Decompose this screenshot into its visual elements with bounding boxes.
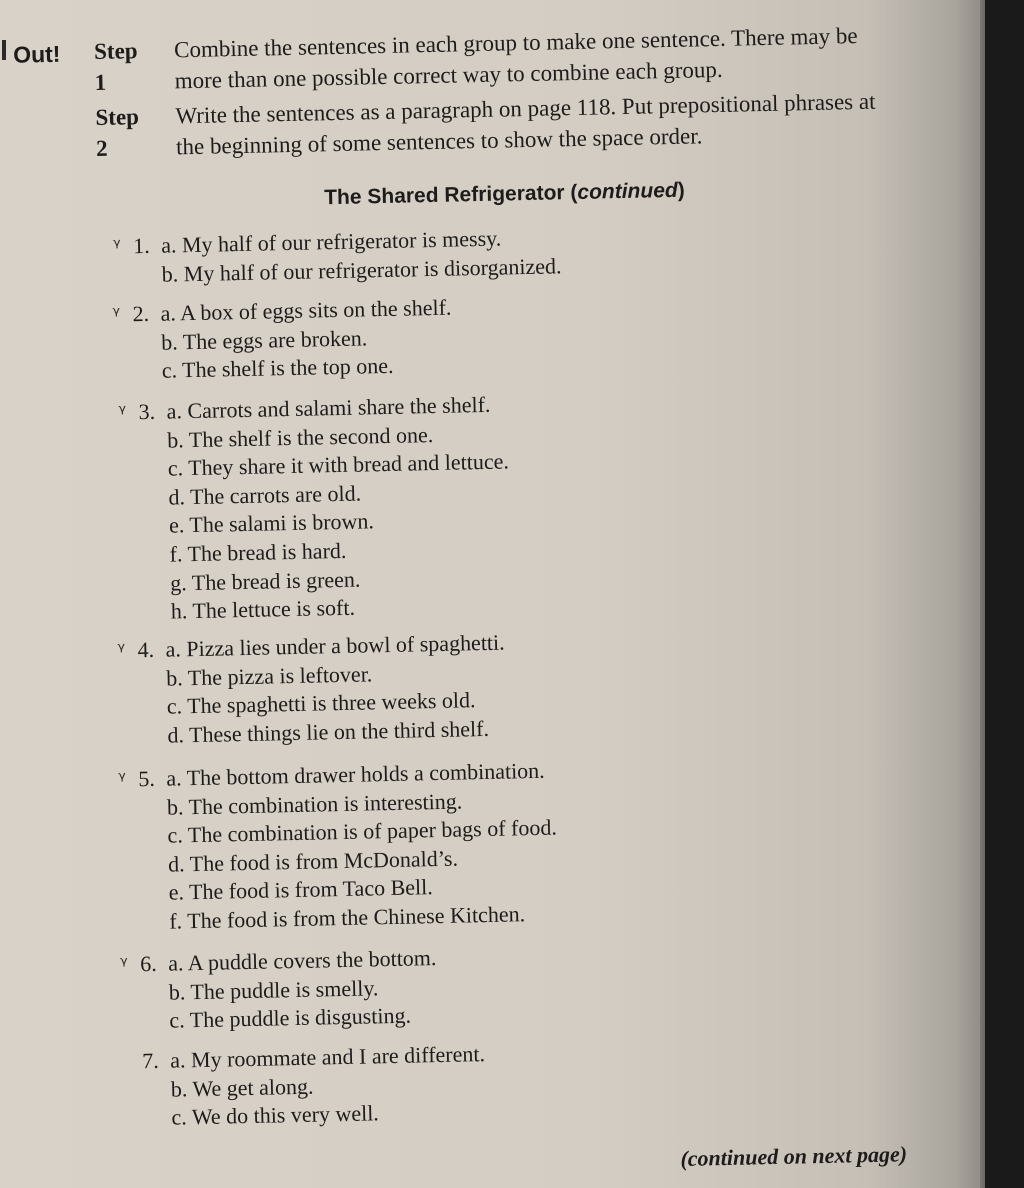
handwritten-mark: ᵞ (118, 766, 127, 791)
title-main: The Shared Refrigerator ( (323, 180, 578, 210)
step-2-label: Step 2 (95, 104, 140, 162)
book-gutter (980, 0, 985, 1188)
sentence-item: f. The food is from the Chinese Kitchen. (169, 901, 526, 934)
sentence-item: b. The combination is interesting. (166, 788, 463, 820)
sentence-item: a. My half of our refrigerator is messy. (160, 225, 502, 258)
sentence-item: a. My roommate and I are different. (169, 1041, 486, 1073)
sentence-item: e. The salami is brown. (168, 508, 375, 538)
title-italic: continued (577, 178, 678, 204)
sentence-item: g. The bread is green. (169, 566, 361, 596)
sentence-item: f. The bread is hard. (169, 537, 347, 567)
handwritten-mark: ᵞ (119, 951, 128, 976)
group-number: 3. (138, 398, 156, 425)
sentence-item: d. The food is from McDonald’s. (167, 845, 459, 877)
sentence-item: b. We get along. (170, 1073, 314, 1102)
sentence-item: a. Carrots and salami share the shelf. (166, 391, 491, 424)
sentence-item: h. The lettuce is soft. (170, 594, 356, 624)
step-1-label: Step 1 (93, 38, 138, 96)
sentence-item: b. The puddle is smelly. (168, 974, 379, 1005)
handwritten-mark: ᵞ (118, 399, 127, 424)
group-number: 2. (132, 300, 150, 327)
sentence-item: e. The food is from Taco Bell. (168, 874, 433, 906)
continued-note: (continued on next page) (680, 1141, 908, 1172)
step-2-text: Write the sentences as a paragraph on page 118. Put prepositional phrases at the beginning of some sentences to show the space order. (175, 88, 876, 160)
sentence-item: b. The pizza is leftover. (165, 660, 373, 691)
step-1-text: Combine the sentences in each group to make one sentence. There may be more than one possible correct way to combine each group. (173, 23, 858, 94)
sentence-item: d. The carrots are old. (168, 480, 362, 510)
sentence-item: a. The bottom drawer holds a combination. (166, 757, 545, 791)
sentence-item: c. The spaghetti is three weeks old. (166, 687, 476, 719)
sentence-item: c. The combination is of paper bags of food. (167, 814, 558, 848)
sentence-item: a. A puddle covers the bottom. (167, 945, 437, 976)
out-label: Out! (12, 40, 61, 68)
section-title (324, 179, 685, 211)
sentence-item: c. The shelf is the top one. (161, 353, 394, 383)
sentence-item: b. My half of our refrigerator is disorganized. (161, 252, 562, 287)
handwritten-mark: ᵞ (117, 637, 126, 662)
group-number: 5. (138, 765, 156, 792)
handwritten-mark: ᵞ (112, 301, 121, 326)
sentence-item: a. Pizza lies under a bowl of spaghetti. (165, 629, 505, 662)
group-number: 7. (141, 1047, 160, 1074)
sentence-item: d. These things lie on the third shelf. (167, 715, 490, 748)
sentence-item: b. The shelf is the second one. (166, 421, 434, 453)
sentence-item: c. We do this very well. (171, 1100, 380, 1130)
title-close: ) (677, 178, 685, 202)
group-number: 6. (139, 950, 157, 977)
group-number: 1. (132, 232, 150, 259)
sentence-item: a. A box of eggs sits on the shelf. (160, 294, 452, 326)
sentence-item: c. They share it with bread and lettuce. (167, 448, 510, 481)
handwritten-mark: ᵞ (112, 233, 121, 258)
sentence-item: c. The puddle is disgusting. (169, 1002, 412, 1033)
group-number: 4. (137, 636, 155, 663)
sentence-item: b. The eggs are broken. (160, 324, 368, 355)
